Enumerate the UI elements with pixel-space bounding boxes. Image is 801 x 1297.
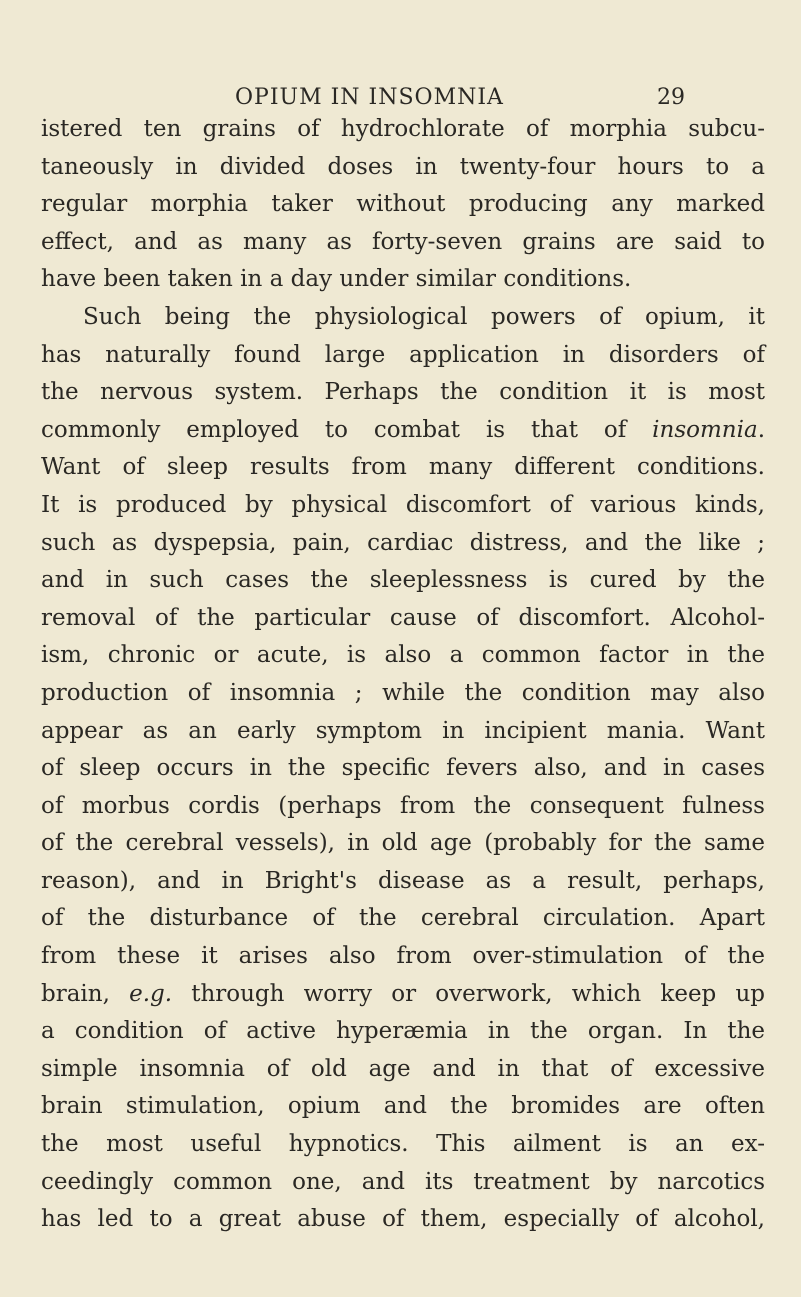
text-run: through worry or overwork, which keep up <box>172 980 765 1007</box>
text-line: taneously in divided doses in twenty-four hours to a <box>41 153 765 180</box>
body-text <box>41 111 765 1239</box>
text-run: commonly employed to combat is that of <box>41 416 653 443</box>
text-line: a condition of active hyperæmia in the organ. In the <box>41 1018 765 1045</box>
text-line <box>41 412 765 450</box>
text-line: of morbus cordis (perhaps from the consequent fulness <box>41 792 765 819</box>
text-line: from these it arises also from over-stimulation of the <box>41 943 765 970</box>
text-line: simple insomnia of old age and in that of excessive <box>41 1055 765 1082</box>
italic-term: e.g. <box>129 980 173 1007</box>
text-line: ism, chronic or acute, is also a common factor in the <box>41 642 765 669</box>
text-line: appear as an early symptom in incipient mania. Want <box>41 717 765 744</box>
text-line: It is produced by physical discomfort of various kinds, <box>41 491 765 518</box>
text-line: production of insomnia ; while the condition may also <box>41 679 765 706</box>
text-run: . <box>757 416 765 443</box>
text-line: effect, and as many as forty-seven grains are said to <box>41 228 765 255</box>
text-line: the nervous system. Perhaps the condition it is most <box>41 379 765 406</box>
text-line: have been taken in a day under similar conditions. <box>41 266 632 293</box>
text-line <box>41 976 765 1014</box>
italic-term: insomnia <box>652 416 758 443</box>
text-line: of the cerebral vessels), in old age (probably for the same <box>41 830 765 857</box>
text-line: ceedingly common one, and its treatment by narcotics <box>41 1168 765 1195</box>
page-number: 29 <box>657 85 685 110</box>
text-line: and in such cases the sleeplessness is cured by the <box>41 567 765 594</box>
text-line: brain stimulation, opium and the bromides are often <box>41 1093 765 1120</box>
text-line: removal of the particular cause of discomfort. Alcohol- <box>41 604 765 631</box>
text-line: the most useful hypnotics. This ailment is an ex- <box>41 1131 765 1158</box>
text-line: reason), and in Bright's disease as a result, perhaps, <box>41 867 765 894</box>
text-line: Want of sleep results from many different conditions. <box>41 454 765 481</box>
text-line: has led to a great abuse of them, especially of alcohol, <box>41 1206 765 1233</box>
paragraph-start-line: Such being the physiological powers of opium, it <box>83 303 765 330</box>
text-line: regular morphia taker without producing any marked <box>41 191 765 218</box>
text-line: of the disturbance of the cerebral circulation. Apart <box>41 905 765 932</box>
running-title: OPIUM IN INSOMNIA <box>235 85 504 110</box>
text-line: istered ten grains of hydrochlorate of morphia subcu- <box>41 116 765 142</box>
text-line: of sleep occurs in the specific fevers also, and in cases <box>41 755 765 782</box>
text-run: brain, <box>41 980 130 1007</box>
text-line: such as dyspepsia, pain, cardiac distress, and the like ; <box>41 529 765 556</box>
text-line: has naturally found large application in disorders of <box>41 341 765 368</box>
